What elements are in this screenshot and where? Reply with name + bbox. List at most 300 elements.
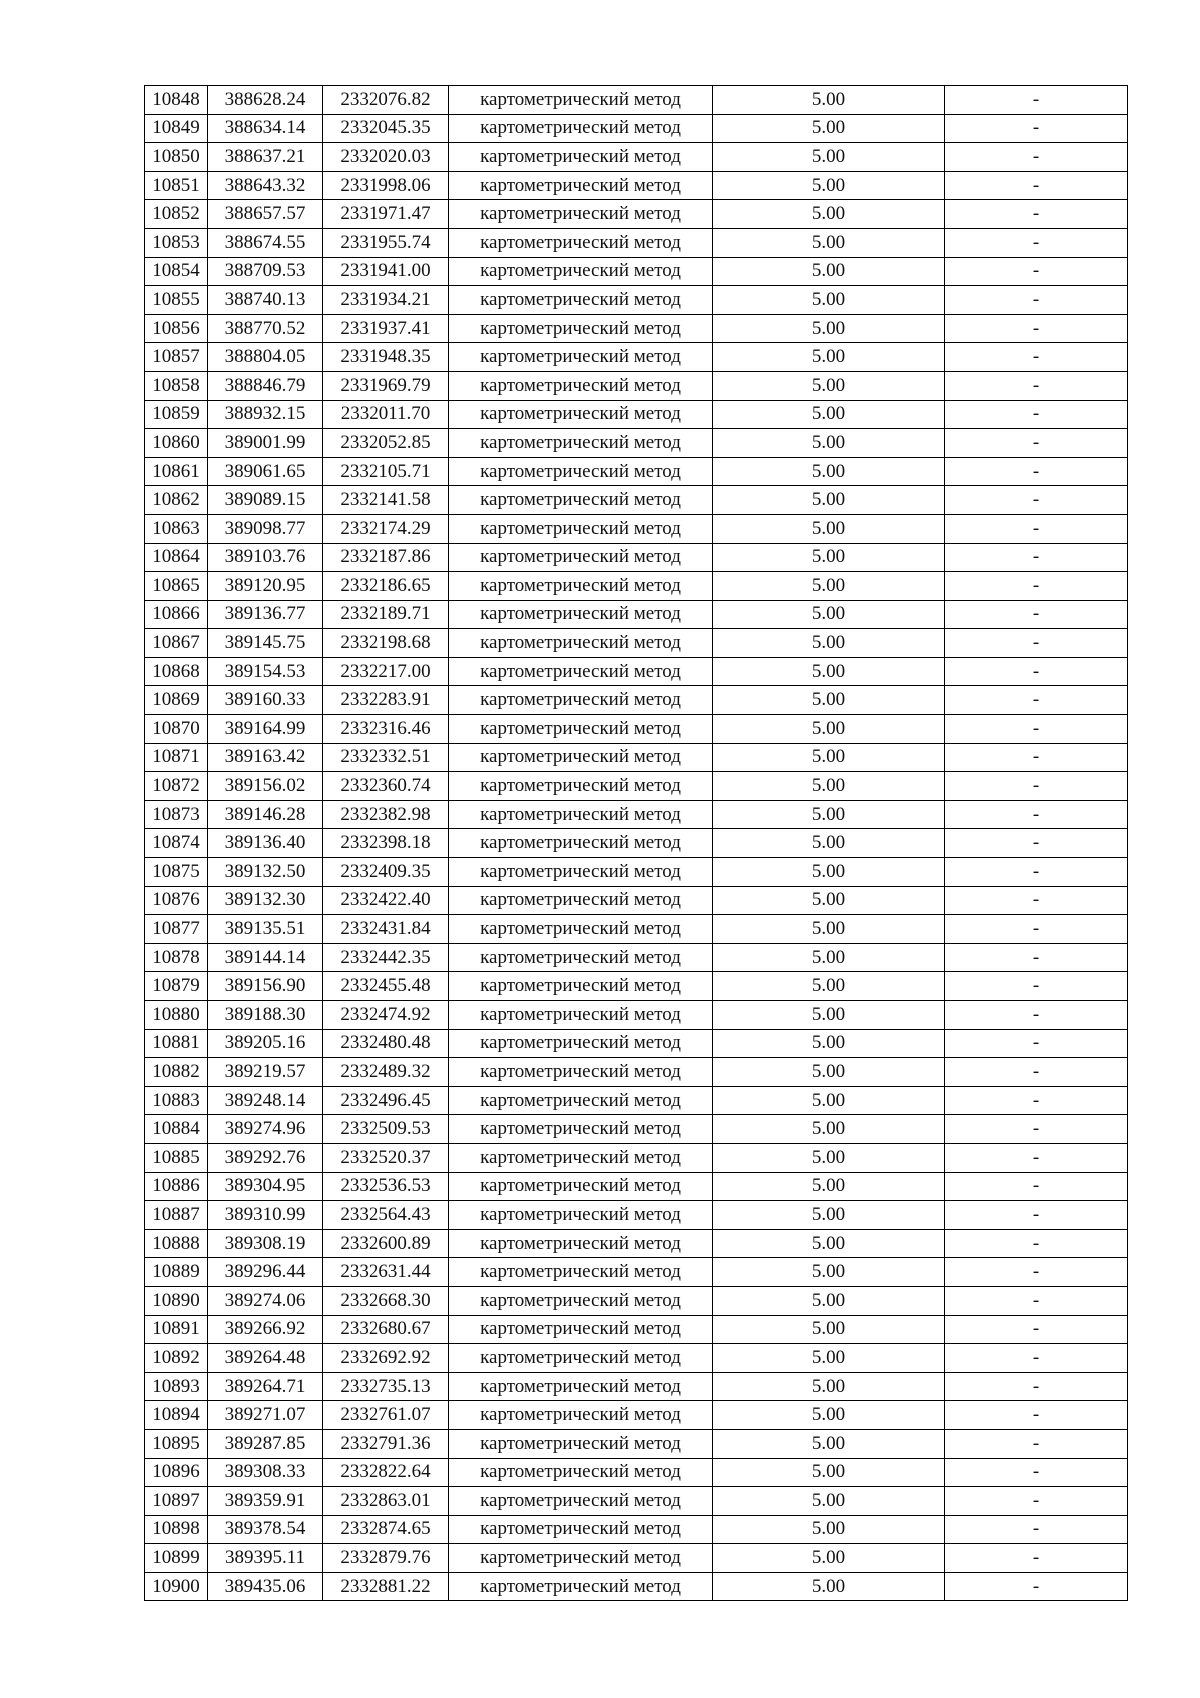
note-cell: - — [945, 1458, 1128, 1487]
y-coordinate-cell: 2332489.32 — [323, 1058, 449, 1087]
note-cell: - — [945, 800, 1128, 829]
note-cell: - — [945, 1058, 1128, 1087]
y-coordinate-cell: 2331934.21 — [323, 286, 449, 315]
note-cell: - — [945, 343, 1128, 372]
point-number-cell: 10883 — [145, 1086, 208, 1115]
method-cell: картометрический метод — [449, 1487, 713, 1516]
method-cell: картометрический метод — [449, 429, 713, 458]
note-cell: - — [945, 657, 1128, 686]
note-cell: - — [945, 228, 1128, 257]
accuracy-cell: 5.00 — [713, 457, 945, 486]
x-coordinate-cell: 389395.11 — [208, 1544, 323, 1573]
x-coordinate-cell: 388740.13 — [208, 286, 323, 315]
point-number-cell: 10858 — [145, 371, 208, 400]
accuracy-cell: 5.00 — [713, 657, 945, 686]
accuracy-cell: 5.00 — [713, 858, 945, 887]
accuracy-cell: 5.00 — [713, 314, 945, 343]
y-coordinate-cell: 2332422.40 — [323, 886, 449, 915]
table-row — [145, 1229, 1128, 1258]
note-cell: - — [945, 1487, 1128, 1516]
table-row — [145, 772, 1128, 801]
point-number-cell: 10892 — [145, 1344, 208, 1373]
table-row — [145, 1172, 1128, 1201]
point-number-cell: 10849 — [145, 114, 208, 143]
x-coordinate-cell: 389132.30 — [208, 886, 323, 915]
x-coordinate-cell: 388643.32 — [208, 171, 323, 200]
accuracy-cell: 5.00 — [713, 486, 945, 515]
accuracy-cell: 5.00 — [713, 429, 945, 458]
method-cell: картометрический метод — [449, 143, 713, 172]
method-cell: картометрический метод — [449, 1515, 713, 1544]
accuracy-cell: 5.00 — [713, 1115, 945, 1144]
y-coordinate-cell: 2331937.41 — [323, 314, 449, 343]
accuracy-cell: 5.00 — [713, 143, 945, 172]
table-row — [145, 1001, 1128, 1030]
table-row — [145, 1372, 1128, 1401]
y-coordinate-cell: 2332045.35 — [323, 114, 449, 143]
note-cell: - — [945, 1315, 1128, 1344]
y-coordinate-cell: 2332382.98 — [323, 800, 449, 829]
point-number-cell: 10884 — [145, 1115, 208, 1144]
point-number-cell: 10868 — [145, 657, 208, 686]
y-coordinate-cell: 2332020.03 — [323, 143, 449, 172]
table-row — [145, 943, 1128, 972]
note-cell: - — [945, 486, 1128, 515]
point-number-cell: 10864 — [145, 543, 208, 572]
note-cell: - — [945, 600, 1128, 629]
method-cell: картометрический метод — [449, 1401, 713, 1430]
method-cell: картометрический метод — [449, 114, 713, 143]
y-coordinate-cell: 2332564.43 — [323, 1201, 449, 1230]
method-cell: картометрический метод — [449, 314, 713, 343]
table-row — [145, 1515, 1128, 1544]
point-number-cell: 10885 — [145, 1143, 208, 1172]
table-row — [145, 858, 1128, 887]
coordinates-table — [144, 85, 1128, 1601]
x-coordinate-cell: 388634.14 — [208, 114, 323, 143]
accuracy-cell: 5.00 — [713, 600, 945, 629]
accuracy-cell: 5.00 — [713, 1143, 945, 1172]
method-cell: картометрический метод — [449, 86, 713, 115]
method-cell: картометрический метод — [449, 972, 713, 1001]
x-coordinate-cell: 389145.75 — [208, 629, 323, 658]
table-row — [145, 1286, 1128, 1315]
accuracy-cell: 5.00 — [713, 743, 945, 772]
table-row — [145, 1201, 1128, 1230]
accuracy-cell: 5.00 — [713, 257, 945, 286]
y-coordinate-cell: 2332198.68 — [323, 629, 449, 658]
accuracy-cell: 5.00 — [713, 1458, 945, 1487]
method-cell: картометрический метод — [449, 915, 713, 944]
accuracy-cell: 5.00 — [713, 1058, 945, 1087]
method-cell: картометрический метод — [449, 1029, 713, 1058]
table-row — [145, 228, 1128, 257]
x-coordinate-cell: 389266.92 — [208, 1315, 323, 1344]
method-cell: картометрический метод — [449, 800, 713, 829]
x-coordinate-cell: 389103.76 — [208, 543, 323, 572]
note-cell: - — [945, 686, 1128, 715]
accuracy-cell: 5.00 — [713, 1487, 945, 1516]
accuracy-cell: 5.00 — [713, 1315, 945, 1344]
y-coordinate-cell: 2332283.91 — [323, 686, 449, 715]
table-row — [145, 572, 1128, 601]
y-coordinate-cell: 2332735.13 — [323, 1372, 449, 1401]
note-cell: - — [945, 972, 1128, 1001]
point-number-cell: 10895 — [145, 1429, 208, 1458]
coordinates-table-body — [145, 86, 1128, 1601]
note-cell: - — [945, 1429, 1128, 1458]
point-number-cell: 10859 — [145, 400, 208, 429]
x-coordinate-cell: 388628.24 — [208, 86, 323, 115]
method-cell: картометрический метод — [449, 1229, 713, 1258]
table-row — [145, 1429, 1128, 1458]
accuracy-cell: 5.00 — [713, 228, 945, 257]
x-coordinate-cell: 388657.57 — [208, 200, 323, 229]
method-cell: картометрический метод — [449, 1458, 713, 1487]
x-coordinate-cell: 388846.79 — [208, 371, 323, 400]
table-row — [145, 657, 1128, 686]
y-coordinate-cell: 2332874.65 — [323, 1515, 449, 1544]
y-coordinate-cell: 2332332.51 — [323, 743, 449, 772]
method-cell: картометрический метод — [449, 1058, 713, 1087]
y-coordinate-cell: 2331969.79 — [323, 371, 449, 400]
x-coordinate-cell: 388637.21 — [208, 143, 323, 172]
point-number-cell: 10848 — [145, 86, 208, 115]
method-cell: картометрический метод — [449, 1115, 713, 1144]
table-row — [145, 715, 1128, 744]
note-cell: - — [945, 858, 1128, 887]
point-number-cell: 10854 — [145, 257, 208, 286]
accuracy-cell: 5.00 — [713, 915, 945, 944]
y-coordinate-cell: 2332600.89 — [323, 1229, 449, 1258]
x-coordinate-cell: 389146.28 — [208, 800, 323, 829]
note-cell: - — [945, 457, 1128, 486]
y-coordinate-cell: 2332761.07 — [323, 1401, 449, 1430]
table-row — [145, 1058, 1128, 1087]
table-row — [145, 915, 1128, 944]
x-coordinate-cell: 389089.15 — [208, 486, 323, 515]
y-coordinate-cell: 2332480.48 — [323, 1029, 449, 1058]
point-number-cell: 10865 — [145, 572, 208, 601]
accuracy-cell: 5.00 — [713, 200, 945, 229]
x-coordinate-cell: 389304.95 — [208, 1172, 323, 1201]
accuracy-cell: 5.00 — [713, 972, 945, 1001]
table-row — [145, 1544, 1128, 1573]
table-row — [145, 1029, 1128, 1058]
note-cell: - — [945, 314, 1128, 343]
y-coordinate-cell: 2332879.76 — [323, 1544, 449, 1573]
table-row — [145, 114, 1128, 143]
y-coordinate-cell: 2332409.35 — [323, 858, 449, 887]
point-number-cell: 10855 — [145, 286, 208, 315]
note-cell: - — [945, 1344, 1128, 1373]
method-cell: картометрический метод — [449, 1315, 713, 1344]
x-coordinate-cell: 389136.77 — [208, 600, 323, 629]
note-cell: - — [945, 629, 1128, 658]
note-cell: - — [945, 114, 1128, 143]
note-cell: - — [945, 829, 1128, 858]
x-coordinate-cell: 389144.14 — [208, 943, 323, 972]
y-coordinate-cell: 2331955.74 — [323, 228, 449, 257]
table-row — [145, 1401, 1128, 1430]
method-cell: картометрический метод — [449, 629, 713, 658]
method-cell: картометрический метод — [449, 743, 713, 772]
point-number-cell: 10870 — [145, 715, 208, 744]
method-cell: картометрический метод — [449, 200, 713, 229]
point-number-cell: 10856 — [145, 314, 208, 343]
x-coordinate-cell: 388674.55 — [208, 228, 323, 257]
method-cell: картометрический метод — [449, 1372, 713, 1401]
x-coordinate-cell: 388804.05 — [208, 343, 323, 372]
x-coordinate-cell: 389359.91 — [208, 1487, 323, 1516]
y-coordinate-cell: 2332141.58 — [323, 486, 449, 515]
point-number-cell: 10853 — [145, 228, 208, 257]
note-cell: - — [945, 200, 1128, 229]
table-row — [145, 171, 1128, 200]
table-row — [145, 543, 1128, 572]
note-cell: - — [945, 1086, 1128, 1115]
method-cell: картометрический метод — [449, 943, 713, 972]
y-coordinate-cell: 2332186.65 — [323, 572, 449, 601]
accuracy-cell: 5.00 — [713, 1572, 945, 1601]
y-coordinate-cell: 2331971.47 — [323, 200, 449, 229]
method-cell: картометрический метод — [449, 829, 713, 858]
y-coordinate-cell: 2332509.53 — [323, 1115, 449, 1144]
y-coordinate-cell: 2332631.44 — [323, 1258, 449, 1287]
table-row — [145, 86, 1128, 115]
note-cell: - — [945, 171, 1128, 200]
x-coordinate-cell: 389156.02 — [208, 772, 323, 801]
y-coordinate-cell: 2332052.85 — [323, 429, 449, 458]
y-coordinate-cell: 2332692.92 — [323, 1344, 449, 1373]
x-coordinate-cell: 388709.53 — [208, 257, 323, 286]
accuracy-cell: 5.00 — [713, 715, 945, 744]
method-cell: картометрический метод — [449, 1286, 713, 1315]
point-number-cell: 10899 — [145, 1544, 208, 1573]
point-number-cell: 10863 — [145, 514, 208, 543]
y-coordinate-cell: 2332496.45 — [323, 1086, 449, 1115]
y-coordinate-cell: 2332174.29 — [323, 514, 449, 543]
table-row — [145, 1487, 1128, 1516]
note-cell: - — [945, 1286, 1128, 1315]
accuracy-cell: 5.00 — [713, 1229, 945, 1258]
table-row — [145, 972, 1128, 1001]
accuracy-cell: 5.00 — [713, 286, 945, 315]
note-cell: - — [945, 543, 1128, 572]
table-row — [145, 629, 1128, 658]
table-row — [145, 514, 1128, 543]
method-cell: картометрический метод — [449, 343, 713, 372]
accuracy-cell: 5.00 — [713, 1201, 945, 1230]
x-coordinate-cell: 389163.42 — [208, 743, 323, 772]
accuracy-cell: 5.00 — [713, 343, 945, 372]
note-cell: - — [945, 1401, 1128, 1430]
accuracy-cell: 5.00 — [713, 1344, 945, 1373]
accuracy-cell: 5.00 — [713, 1029, 945, 1058]
x-coordinate-cell: 389135.51 — [208, 915, 323, 944]
accuracy-cell: 5.00 — [713, 886, 945, 915]
x-coordinate-cell: 389160.33 — [208, 686, 323, 715]
table-row — [145, 257, 1128, 286]
method-cell: картометрический метод — [449, 486, 713, 515]
table-row — [145, 686, 1128, 715]
y-coordinate-cell: 2332189.71 — [323, 600, 449, 629]
note-cell: - — [945, 943, 1128, 972]
note-cell: - — [945, 1258, 1128, 1287]
method-cell: картометрический метод — [449, 457, 713, 486]
point-number-cell: 10889 — [145, 1258, 208, 1287]
point-number-cell: 10851 — [145, 171, 208, 200]
y-coordinate-cell: 2332536.53 — [323, 1172, 449, 1201]
accuracy-cell: 5.00 — [713, 86, 945, 115]
table-row — [145, 1344, 1128, 1373]
accuracy-cell: 5.00 — [713, 400, 945, 429]
y-coordinate-cell: 2332217.00 — [323, 657, 449, 686]
y-coordinate-cell: 2332881.22 — [323, 1572, 449, 1601]
point-number-cell: 10893 — [145, 1372, 208, 1401]
method-cell: картометрический метод — [449, 286, 713, 315]
point-number-cell: 10873 — [145, 800, 208, 829]
y-coordinate-cell: 2332680.67 — [323, 1315, 449, 1344]
x-coordinate-cell: 388770.52 — [208, 314, 323, 343]
accuracy-cell: 5.00 — [713, 1544, 945, 1573]
x-coordinate-cell: 389154.53 — [208, 657, 323, 686]
note-cell: - — [945, 743, 1128, 772]
accuracy-cell: 5.00 — [713, 772, 945, 801]
x-coordinate-cell: 389136.40 — [208, 829, 323, 858]
table-row — [145, 1572, 1128, 1601]
x-coordinate-cell: 389205.16 — [208, 1029, 323, 1058]
accuracy-cell: 5.00 — [713, 1172, 945, 1201]
y-coordinate-cell: 2332398.18 — [323, 829, 449, 858]
note-cell: - — [945, 886, 1128, 915]
method-cell: картометрический метод — [449, 543, 713, 572]
note-cell: - — [945, 514, 1128, 543]
x-coordinate-cell: 389308.33 — [208, 1458, 323, 1487]
method-cell: картометрический метод — [449, 1172, 713, 1201]
point-number-cell: 10874 — [145, 829, 208, 858]
method-cell: картометрический метод — [449, 686, 713, 715]
accuracy-cell: 5.00 — [713, 1001, 945, 1030]
accuracy-cell: 5.00 — [713, 514, 945, 543]
note-cell: - — [945, 86, 1128, 115]
note-cell: - — [945, 1229, 1128, 1258]
note-cell: - — [945, 371, 1128, 400]
point-number-cell: 10862 — [145, 486, 208, 515]
accuracy-cell: 5.00 — [713, 1258, 945, 1287]
point-number-cell: 10880 — [145, 1001, 208, 1030]
method-cell: картометрический метод — [449, 171, 713, 200]
point-number-cell: 10850 — [145, 143, 208, 172]
y-coordinate-cell: 2332822.64 — [323, 1458, 449, 1487]
y-coordinate-cell: 2331941.00 — [323, 257, 449, 286]
point-number-cell: 10886 — [145, 1172, 208, 1201]
point-number-cell: 10877 — [145, 915, 208, 944]
note-cell: - — [945, 1029, 1128, 1058]
note-cell: - — [945, 715, 1128, 744]
method-cell: картометрический метод — [449, 1143, 713, 1172]
table-row — [145, 1458, 1128, 1487]
y-coordinate-cell: 2332863.01 — [323, 1487, 449, 1516]
y-coordinate-cell: 2332455.48 — [323, 972, 449, 1001]
x-coordinate-cell: 389274.96 — [208, 1115, 323, 1144]
method-cell: картометрический метод — [449, 257, 713, 286]
accuracy-cell: 5.00 — [713, 543, 945, 572]
point-number-cell: 10871 — [145, 743, 208, 772]
accuracy-cell: 5.00 — [713, 629, 945, 658]
table-row — [145, 743, 1128, 772]
accuracy-cell: 5.00 — [713, 829, 945, 858]
x-coordinate-cell: 389310.99 — [208, 1201, 323, 1230]
method-cell: картометрический метод — [449, 715, 713, 744]
table-row — [145, 1258, 1128, 1287]
method-cell: картометрический метод — [449, 514, 713, 543]
x-coordinate-cell: 389164.99 — [208, 715, 323, 744]
x-coordinate-cell: 389219.57 — [208, 1058, 323, 1087]
note-cell: - — [945, 772, 1128, 801]
point-number-cell: 10872 — [145, 772, 208, 801]
table-row — [145, 829, 1128, 858]
point-number-cell: 10894 — [145, 1401, 208, 1430]
y-coordinate-cell: 2332187.86 — [323, 543, 449, 572]
point-number-cell: 10875 — [145, 858, 208, 887]
note-cell: - — [945, 429, 1128, 458]
accuracy-cell: 5.00 — [713, 1401, 945, 1430]
y-coordinate-cell: 2332474.92 — [323, 1001, 449, 1030]
note-cell: - — [945, 1515, 1128, 1544]
note-cell: - — [945, 1372, 1128, 1401]
accuracy-cell: 5.00 — [713, 686, 945, 715]
accuracy-cell: 5.00 — [713, 171, 945, 200]
y-coordinate-cell: 2332520.37 — [323, 1143, 449, 1172]
point-number-cell: 10896 — [145, 1458, 208, 1487]
point-number-cell: 10869 — [145, 686, 208, 715]
table-row — [145, 486, 1128, 515]
x-coordinate-cell: 389132.50 — [208, 858, 323, 887]
note-cell: - — [945, 1115, 1128, 1144]
x-coordinate-cell: 389296.44 — [208, 1258, 323, 1287]
method-cell: картометрический метод — [449, 371, 713, 400]
x-coordinate-cell: 389098.77 — [208, 514, 323, 543]
method-cell: картометрический метод — [449, 1344, 713, 1373]
method-cell: картометрический метод — [449, 858, 713, 887]
point-number-cell: 10890 — [145, 1286, 208, 1315]
method-cell: картометрический метод — [449, 772, 713, 801]
accuracy-cell: 5.00 — [713, 114, 945, 143]
point-number-cell: 10861 — [145, 457, 208, 486]
method-cell: картометрический метод — [449, 1572, 713, 1601]
point-number-cell: 10866 — [145, 600, 208, 629]
table-row — [145, 286, 1128, 315]
point-number-cell: 10888 — [145, 1229, 208, 1258]
table-row — [145, 371, 1128, 400]
note-cell: - — [945, 915, 1128, 944]
y-coordinate-cell: 2332360.74 — [323, 772, 449, 801]
table-row — [145, 1143, 1128, 1172]
x-coordinate-cell: 389274.06 — [208, 1286, 323, 1315]
point-number-cell: 10879 — [145, 972, 208, 1001]
y-coordinate-cell: 2332316.46 — [323, 715, 449, 744]
accuracy-cell: 5.00 — [713, 1372, 945, 1401]
point-number-cell: 10891 — [145, 1315, 208, 1344]
x-coordinate-cell: 389188.30 — [208, 1001, 323, 1030]
accuracy-cell: 5.00 — [713, 371, 945, 400]
table-row — [145, 143, 1128, 172]
y-coordinate-cell: 2332105.71 — [323, 457, 449, 486]
y-coordinate-cell: 2332791.36 — [323, 1429, 449, 1458]
method-cell: картометрический метод — [449, 1258, 713, 1287]
table-row — [145, 400, 1128, 429]
